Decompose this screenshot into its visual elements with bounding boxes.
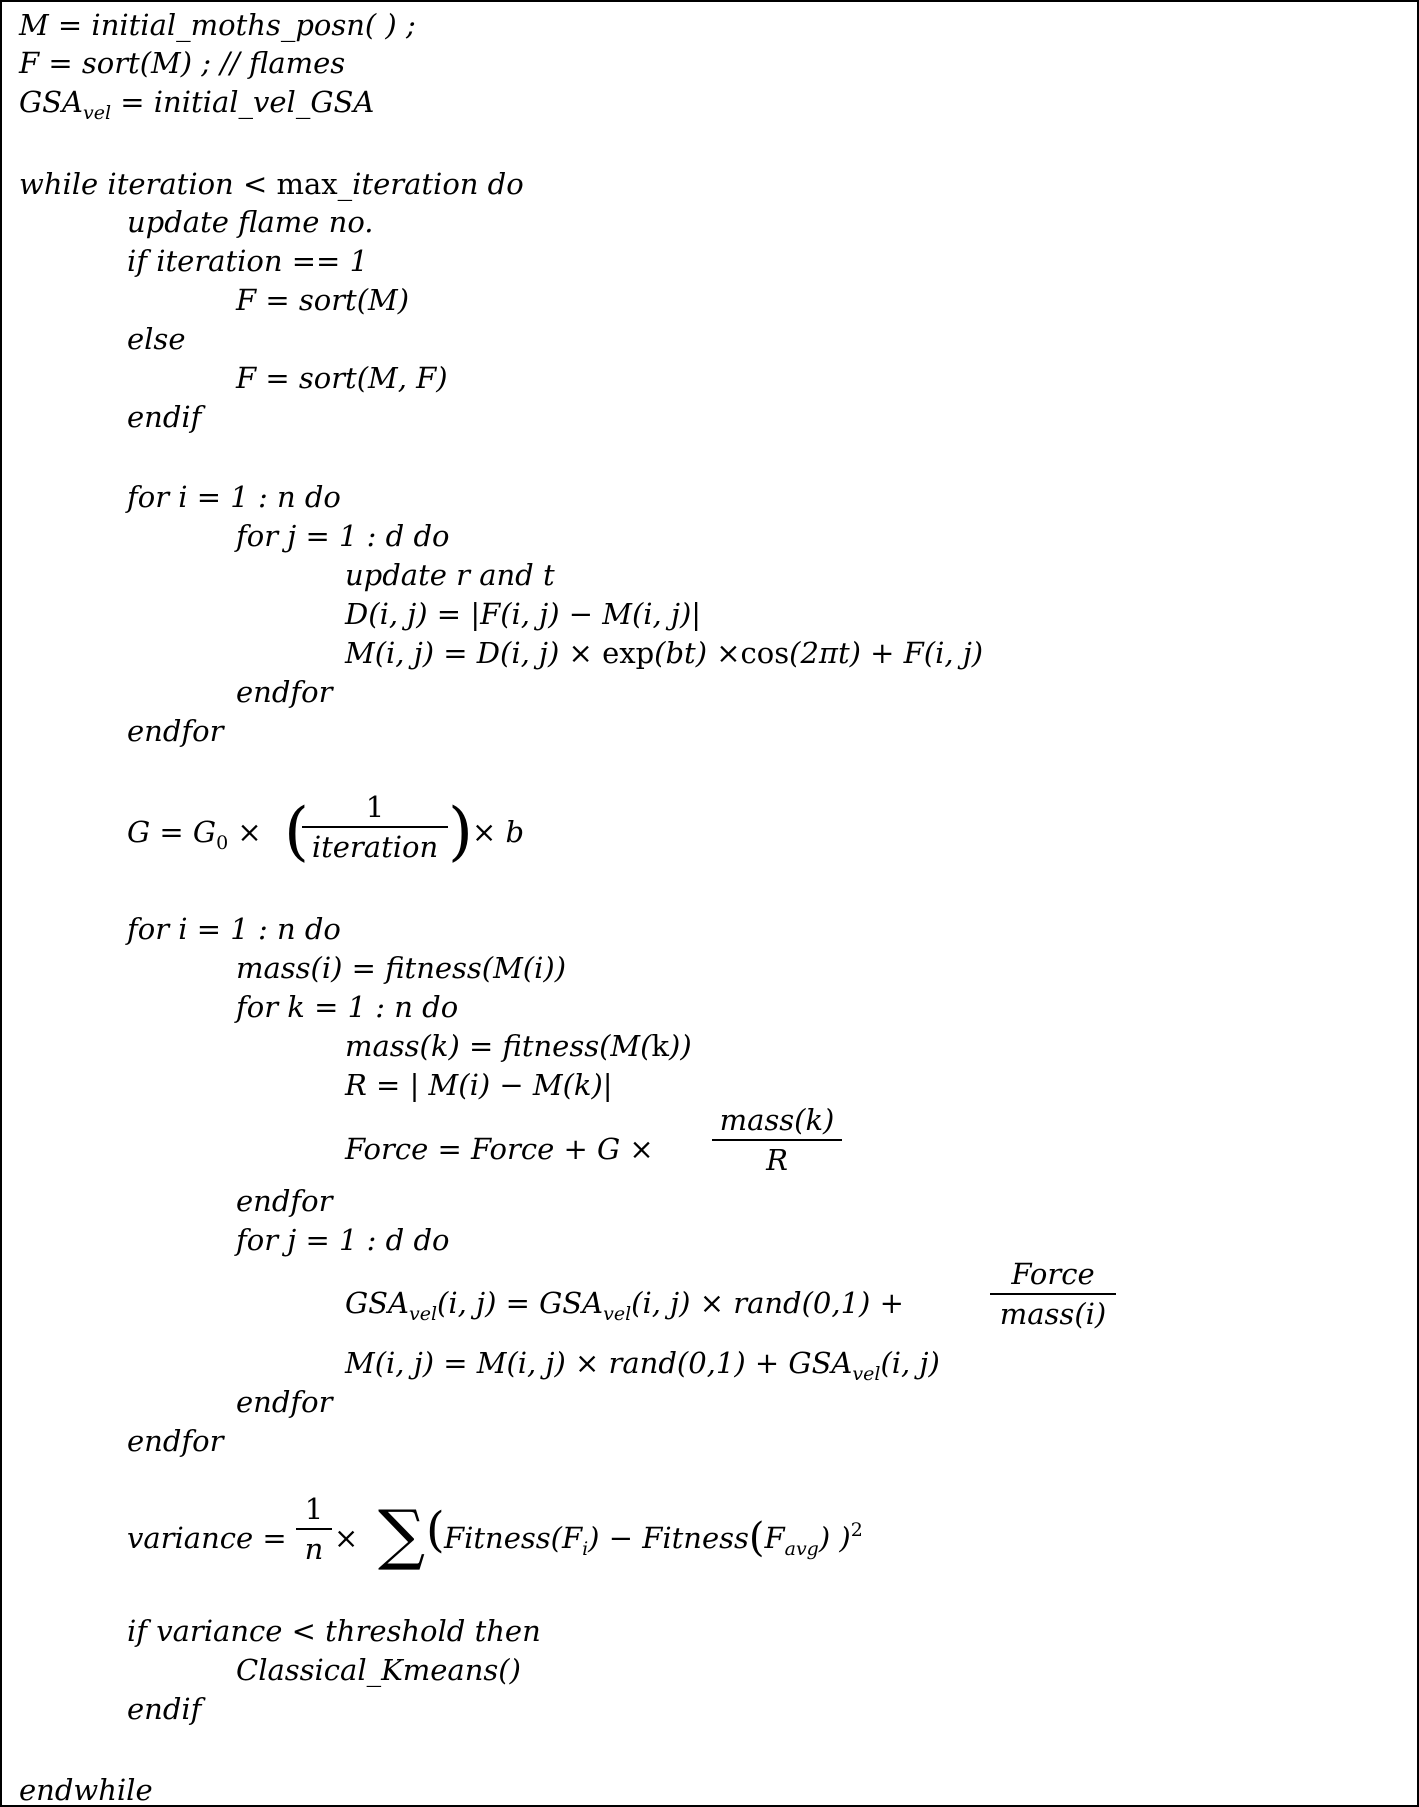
line-endfor-i-1: endfor: [127, 714, 224, 748]
line-for-i-1: for i = 1 : n do: [127, 480, 341, 514]
line-for-i-2: for i = 1 : n do: [127, 912, 341, 946]
line-else: else: [127, 322, 186, 356]
line-for-k: for k = 1 : n do: [236, 990, 459, 1024]
line-endif-1: endif: [127, 400, 202, 434]
line-endfor-k: endfor: [236, 1184, 333, 1218]
line-if-variance: if variance < threshold then: [127, 1614, 541, 1648]
line-endfor-j-1: endfor: [236, 675, 333, 709]
left-paren-variance: (: [426, 1502, 445, 1558]
line-for-j-2: for j = 1 : d do: [236, 1223, 450, 1257]
line-sort-mf: F = sort(M, F): [236, 361, 448, 395]
line-endfor-j-2: endfor: [236, 1385, 333, 1419]
line-init-moths: M = initial_moths_posn( ) ;: [19, 8, 416, 42]
line-position-update: M(i, j) = M(i, j) × rand(0,1) + $GSA_{vel}(i$, j): [345, 1346, 940, 1385]
fraction-one-over-iteration: 1 iteration: [302, 790, 448, 864]
fraction-one-over-n: 1 n: [296, 1492, 332, 1566]
line-gsa-velocity: $GSA_{vel}(i$, $j) = GSA_{vel}(i$, j) × rand(0,1) +: [345, 1286, 904, 1325]
line-mass-k: mass(k) = fitness(M(k)): [345, 1029, 692, 1063]
line-endwhile: endwhile: [19, 1773, 153, 1807]
fraction-mass-over-r: mass(k) R: [712, 1103, 842, 1177]
line-sort-flames: F = sort(M) ; // flames: [19, 46, 346, 80]
line-init-vel: $GSA_{vel}$ = initial_vel_GSA: [19, 85, 375, 124]
line-mass-i: mass(i) = fitness(M(i)): [236, 951, 567, 985]
line-update-rt: update r and t: [345, 558, 555, 592]
summation-symbol: ∑: [378, 1496, 426, 1573]
line-g-times-b: × b: [472, 815, 525, 849]
left-paren: (: [284, 795, 309, 869]
line-if-iteration: if iteration == 1: [127, 244, 369, 278]
fraction-force-over-mass: Force mass(i): [990, 1257, 1116, 1331]
right-paren: ): [448, 795, 473, 869]
line-for-j-1: for j = 1 : d do: [236, 519, 450, 553]
line-force: Force = Force + G ×: [345, 1132, 654, 1166]
line-while: while iteration < max_iteration do: [19, 167, 524, 201]
line-endif-2: endif: [127, 1692, 202, 1726]
line-distance: D(i, j) = |F(i, j) − M(i, j)|: [345, 597, 702, 631]
line-distance-r: R = | M(i) − M(k)|: [345, 1068, 613, 1102]
line-sort-m: F = sort(M): [236, 283, 410, 317]
line-g-constant: $G = G_0$ ×: [127, 815, 262, 854]
line-variance-body: $Fitness(F_i)$ − $Fitness(F_{avg})$ )$^2$: [444, 1515, 863, 1561]
line-update-flame: update flame no.: [127, 205, 374, 239]
line-classical-kmeans: Classical_Kmeans(): [236, 1653, 521, 1687]
line-variance-times: ×: [334, 1521, 359, 1555]
line-spiral-update: M(i, j) = D(i, j) × exp(bt) ×cos(2πt) + F(i, j): [345, 636, 984, 670]
line-variance-label: variance =: [127, 1521, 287, 1555]
line-endfor-i-2: endfor: [127, 1424, 224, 1458]
